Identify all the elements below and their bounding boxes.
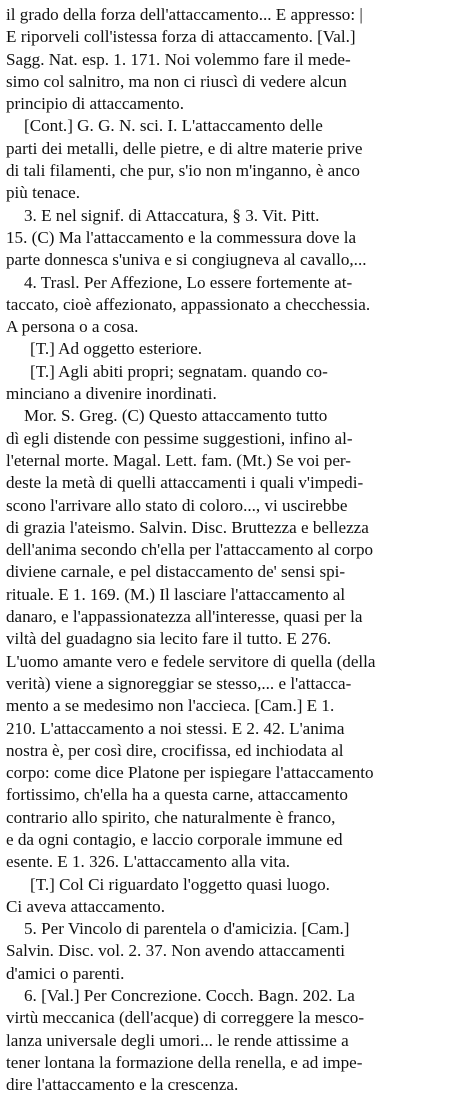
text-line: dì egli distende con pessime suggestioni, infino al- [6, 428, 353, 448]
text-line: parti dei metalli, delle pietre, e di altre materie prive [6, 138, 363, 158]
text-line: minciano a divenire inordinati. [6, 384, 217, 404]
text-line: l'eternal morte. Magal. Lett. fam. (Mt.) Se voi per- [6, 450, 351, 470]
text-line: di grazia l'ateismo. Salvin. Disc. Bruttezza e bellezza [6, 517, 369, 537]
text-line: esente. E 1. 326. L'attaccamento alla vita. [6, 852, 291, 872]
text-line: fortissimo, ch'ella ha a questa carne, attaccamento [6, 785, 348, 805]
text-line: Mor. S. Greg. (C) Questo attaccamento tutto [24, 406, 328, 426]
text-line: E riporveli coll'istessa forza di attaccamento. [Val.] [6, 27, 356, 47]
text-line: contrario allo spirito, che naturalmente è franco, [6, 807, 336, 827]
text-line: A persona o a cosa. [6, 317, 139, 337]
text-line: simo col salnitro, ma non ci riuscì di vedere alcun [6, 71, 347, 91]
text-line: di tali filamenti, che pur, s'io non m'inganno, è anco [6, 161, 360, 181]
text-line: lanza universale degli umori... le rende attissime a [6, 1030, 349, 1050]
text-line: 210. L'attaccamento a noi stessi. E 2. 42. L'anima [6, 718, 345, 738]
text-line: tener lontana la formazione della renella, e ad impe- [6, 1052, 363, 1072]
text-line: scono l'arrivare allo stato di coloro..., vi uscirebbe [6, 495, 348, 515]
text-line: virtù meccanica (dell'acque) di correggere la mesco- [6, 1008, 365, 1028]
text-line: verità) viene a signoreggiar se stesso,... e l'attacca- [6, 673, 352, 693]
text-line: taccato, cioè affezionato, appassionato a checchessia. [6, 294, 371, 314]
text-line: danaro, e l'appassionatezza all'interesse, quasi per la [6, 607, 363, 627]
text-line: 5. Per Vincolo di parentela o d'amicizia. [Cam.] [24, 919, 350, 939]
text-line: Ci aveva attaccamento. [6, 896, 165, 916]
text-line: principio di attaccamento. [6, 94, 184, 114]
text-line: mento a se medesimo non l'accieca. [Cam.] E 1. [6, 696, 335, 716]
text-line: rituale. E 1. 169. (M.) Il lasciare l'attaccamento al [6, 584, 346, 604]
text-line: dell'anima secondo ch'ella per l'attaccamento al corpo [6, 540, 374, 560]
text-line: il grado della forza dell'attaccamento... E appresso: | [6, 5, 363, 24]
text-line: diviene carnale, e pel distaccamento de' sensi spi- [6, 562, 346, 582]
text-line: 6. [Val.] Per Concrezione. Cocch. Bagn. 202. La [24, 986, 355, 1006]
text-line: viltà del guadagno sia lecito fare il tutto. E 276. [6, 629, 332, 649]
text-line: 4. Trasl. Per Affezione, Lo essere fortemente at- [24, 272, 353, 292]
text-line: [T.] Ad oggetto esteriore. [30, 339, 202, 359]
text-line: nostra è, per così dire, crocifissa, ed inchiodata al [6, 740, 344, 760]
text-line: d'amici o parenti. [6, 963, 125, 983]
text-line: corpo: come dice Platone per ispiegare l'attaccamento [6, 763, 374, 783]
text-line: 15. (C) Ma l'attaccamento e la commessura dove la [6, 227, 357, 247]
text-line: parte donnesca s'univa e si congiugneva al cavallo,... [6, 250, 367, 270]
text-line: [T.] Agli abiti propri; segnatam. quando co- [30, 361, 328, 381]
text-line: dire l'attaccamento e la crescenza. [6, 1075, 239, 1095]
text-line: e da ogni contagio, e laccio corporale immune ed [6, 829, 343, 849]
text-line: L'uomo amante vero e fedele servitore di quella (della [6, 651, 376, 671]
text-line: Salvin. Disc. vol. 2. 37. Non avendo attaccamenti [6, 941, 345, 961]
text-line: [Cont.] G. G. N. sci. I. L'attaccamento delle [24, 116, 323, 136]
text-line: Sagg. Nat. esp. 1. 171. Noi volemmo fare il mede- [6, 49, 351, 69]
text-line: deste la metà di quelli attaccamenti i quali v'impedi- [6, 473, 364, 493]
text-line: più tenace. [6, 183, 81, 203]
text-line: 3. E nel signif. di Attaccatura, § 3. Vit. Pitt. [24, 205, 320, 225]
text-line: [T.] Col Ci riguardato l'oggetto quasi luogo. [30, 874, 330, 894]
